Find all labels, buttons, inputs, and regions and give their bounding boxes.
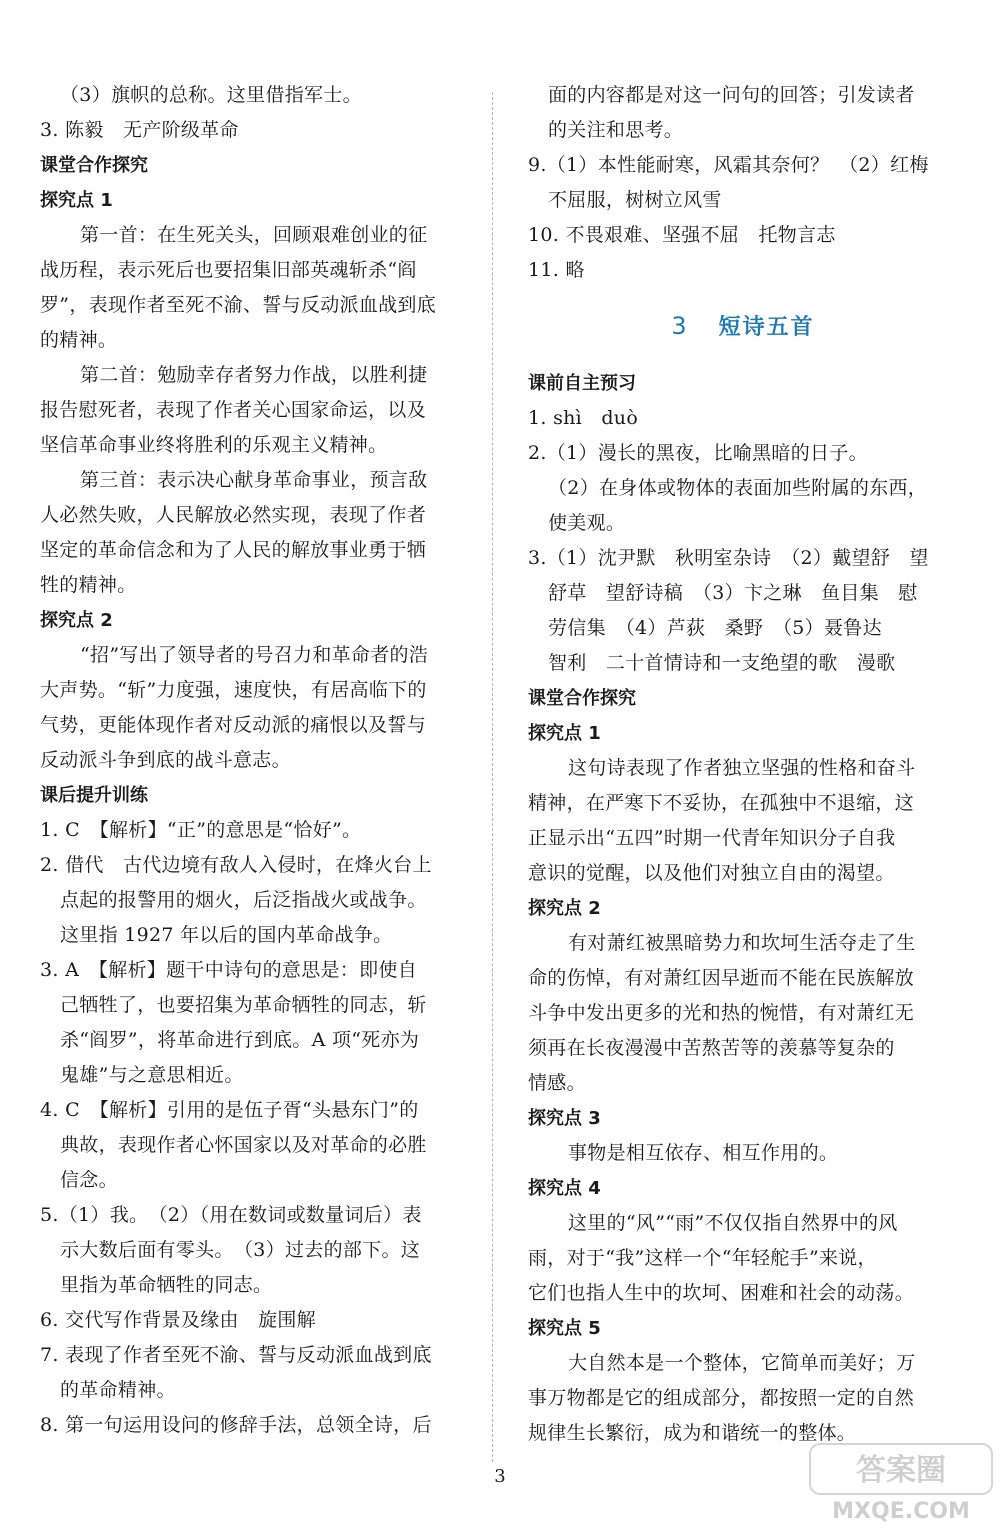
text-line: 事物是相互依存、相互作用的。: [568, 1142, 839, 1164]
text-line: 坚信革命事业终将胜利的乐观主义精神。: [40, 434, 388, 456]
text-line: 精神，在严寒下不妥协，在孤独中不退缩，这: [528, 792, 915, 814]
text-line: 己牺牲了，也要招集为革命牺牲的同志，斩: [60, 994, 427, 1016]
left-column: [40, 78, 460, 1443]
text-line: 5.（1）我。 （2）（用在数词或数量词后）表: [40, 1204, 422, 1226]
text-line: 劳信集 （4）芦荻 桑野 （5）聂鲁达: [548, 617, 882, 639]
right-column-continued-answers: [528, 78, 958, 288]
section-heading: 课堂合作探究: [528, 688, 636, 709]
text-line: 大自然本是一个整体，它简单而美好；万: [568, 1352, 916, 1374]
text-line: “招”写出了领导者的号召力和革命者的浩: [80, 644, 429, 666]
section-heading: 探究点 2: [40, 610, 113, 631]
text-line: 1. C 【解析】“正”的意思是“恰好”。: [40, 819, 362, 841]
watermark-logo: [806, 1440, 996, 1526]
text-line: 10. 不畏艰难、坚强不屈 托物言志: [528, 224, 836, 246]
text-line: 第二首：勉励幸存者努力作战，以胜利捷: [80, 364, 428, 386]
section-heading: 探究点 5: [528, 1318, 601, 1339]
text-line: 反动派斗争到底的战斗意志。: [40, 749, 291, 771]
text-line: 报告慰死者，表现了作者关心国家命运，以及: [40, 399, 427, 421]
text-line: 4. C 【解析】引用的是伍子胥“头悬东门”的: [40, 1099, 419, 1121]
text-line: 3. 陈毅 无产阶级革命: [40, 119, 239, 141]
text-line: 7. 表现了作者至死不渝、誓与反动派血战到底: [40, 1344, 432, 1366]
text-line: 正显示出“五四”时期一代青年知识分子自我: [528, 827, 896, 849]
right-column-section-answers: [528, 366, 958, 1451]
text-line: 舒草 望舒诗稿 （3）卞之琳 鱼目集 慰: [548, 582, 918, 604]
text-line: 第三首：表示决心献身革命事业，预言敌: [80, 469, 428, 491]
text-line: 11. 略: [528, 259, 585, 281]
column-divider: [492, 92, 493, 1462]
text-line: 示大数后面有零头。 （3）过去的部下。这: [60, 1239, 421, 1261]
page-number: 3: [494, 1466, 506, 1487]
text-line: 点起的报警用的烟火，后泛指战火或战争。: [60, 889, 427, 911]
watermark-text-bottom: MXQE.COM: [832, 1499, 970, 1524]
text-line: 2. 借代 古代边境有敌人入侵时，在烽火台上: [40, 854, 432, 876]
section-heading: 课前自主预习: [528, 373, 636, 394]
text-line: 里指为革命牺牲的同志。: [60, 1274, 273, 1296]
text-line: 这句诗表现了作者独立坚强的性格和奋斗: [568, 757, 916, 779]
section-number: 3: [671, 312, 689, 340]
text-line: 的关注和思考。: [548, 119, 684, 141]
text-line: 须再在长夜漫漫中苦熬苦等的羡慕等复杂的: [528, 1037, 895, 1059]
text-line: 这里指 1927 年以后的国内革命战争。: [60, 924, 393, 946]
section-heading: 课堂合作探究: [40, 155, 148, 176]
section-heading: 探究点 1: [40, 190, 113, 211]
text-line: 人必然失败，人民解放必然实现，表现了作者: [40, 504, 427, 526]
text-line: 3. A 【解析】题干中诗句的意思是：即使自: [40, 959, 417, 981]
text-line: 1. shì duò: [528, 407, 639, 429]
section-heading: 课后提升训练: [40, 785, 148, 806]
text-line: 8. 第一句运用设问的修辞手法，总领全诗，后: [40, 1414, 432, 1436]
text-line: 雨，对于“我”这样一个“年轻舵手”来说，: [528, 1247, 877, 1269]
text-line: 6. 交代写作背景及缘由 旋围解: [40, 1309, 316, 1331]
text-line: （2）在身体或物体的表面加些附属的东西，: [548, 477, 928, 499]
text-line: 典故，表现作者心怀国家以及对革命的必胜: [60, 1134, 427, 1156]
text-line: 信念。: [60, 1169, 118, 1191]
text-line: 坚定的革命信念和为了人民的解放事业勇于牺: [40, 539, 427, 561]
text-line: 的精神。: [40, 329, 118, 351]
text-line: 气势，更能体现作者对反动派的痛恨以及誓与: [40, 714, 427, 736]
text-line: 的革命精神。: [60, 1379, 176, 1401]
text-line: 战历程，表示死后也要招集旧部英魂斩杀“阎: [40, 259, 417, 281]
text-line: 智利 二十首情诗和一支绝望的歌 漫歌: [548, 652, 896, 674]
section-heading: 探究点 4: [528, 1178, 601, 1199]
section-label: 短诗五首: [718, 315, 815, 340]
text-line: 第一首：在生死关头，回顾艰难创业的征: [80, 224, 428, 246]
text-line: 使美观。: [548, 512, 626, 534]
text-line: 命的伤悼，有对萧红因早逝而不能在民族解放: [528, 967, 915, 989]
section-heading: 探究点 2: [528, 898, 601, 919]
text-line: 意识的觉醒，以及他们对独立自由的渴望。: [528, 862, 895, 884]
text-line: 面的内容都是对这一问句的回答；引发读者: [548, 84, 915, 106]
section-heading: 探究点 3: [528, 1108, 601, 1129]
watermark-text-top: 答案圈: [856, 1453, 946, 1488]
text-line: 9.（1）本性能耐寒，风霜其奈何？ （2）红梅: [528, 154, 929, 176]
text-line: 它们也指人生中的坎坷、困难和社会的动荡。: [528, 1282, 915, 1304]
section-title: [528, 296, 958, 358]
text-line: 牲的精神。: [40, 574, 137, 596]
section-heading: 探究点 1: [528, 723, 601, 744]
text-line: 3.（1）沈尹默 秋明室杂诗 （2）戴望舒 望: [528, 547, 929, 569]
text-line: 杀“阎罗”，将革命进行到底。A 项“死亦为: [60, 1029, 420, 1051]
text-line: 不屈服，树树立风雪: [548, 189, 722, 211]
text-line: 事万物都是它的组成部分，都按照一定的自然: [528, 1387, 915, 1409]
text-line: 大声势。“斩”力度强，速度快，有居高临下的: [40, 679, 427, 701]
text-line: 规律生长繁衍，成为和谐统一的整体。: [528, 1422, 857, 1444]
right-column: [528, 78, 958, 1451]
text-line: 这里的“风”“雨”不仅仅指自然界中的风: [568, 1212, 898, 1234]
text-line: 鬼雄”与之意思相近。: [60, 1064, 244, 1086]
text-line: 罗”，表现作者至死不渝、誓与反动派血战到底: [40, 294, 437, 316]
text-line: 斗争中发出更多的光和热的惋惜，有对萧红无: [528, 1002, 915, 1024]
text-line: （3）旗帜的总称。这里借指军士。: [60, 84, 362, 106]
text-line: 情感。: [528, 1072, 586, 1094]
text-line: 2.（1）漫长的黑夜，比喻黑暗的日子。: [528, 442, 868, 464]
text-line: 有对萧红被黑暗势力和坎坷生活夺走了生: [568, 932, 916, 954]
